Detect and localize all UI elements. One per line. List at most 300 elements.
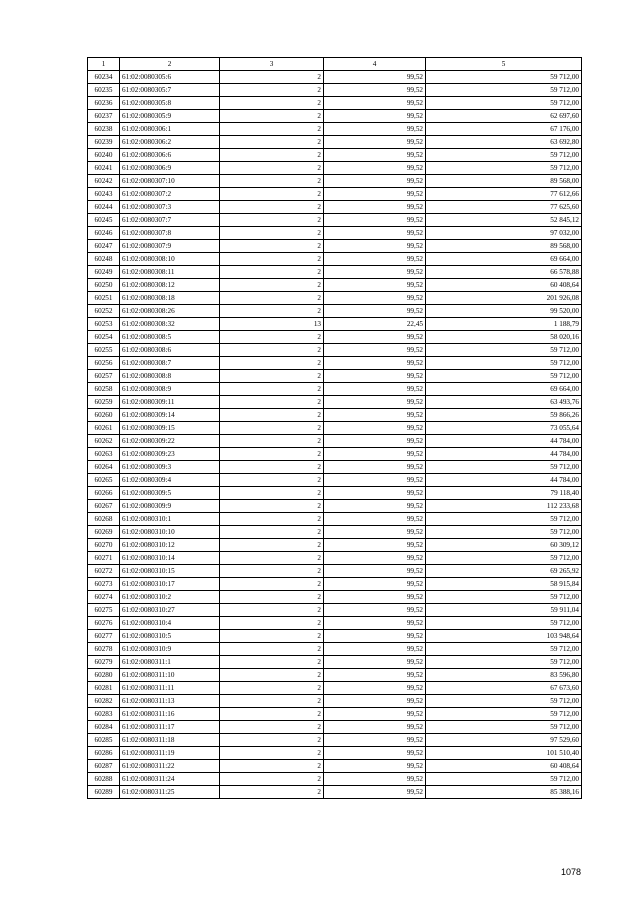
rate-cell: 99,52 <box>324 97 426 110</box>
cadastral-number-cell: 61:02:0080310:5 <box>120 630 220 643</box>
row-number-cell: 60260 <box>88 409 120 422</box>
row-number-cell: 60265 <box>88 474 120 487</box>
rate-cell: 99,52 <box>324 344 426 357</box>
category-cell: 2 <box>220 435 324 448</box>
category-cell: 2 <box>220 370 324 383</box>
rate-cell: 99,52 <box>324 227 426 240</box>
table-row <box>88 331 582 344</box>
category-cell: 2 <box>220 656 324 669</box>
rate-cell: 99,52 <box>324 201 426 214</box>
row-number-cell: 60268 <box>88 513 120 526</box>
cadastral-number-cell: 61:02:0080308:26 <box>120 305 220 318</box>
category-cell: 2 <box>220 578 324 591</box>
rate-cell: 99,52 <box>324 565 426 578</box>
cadastral-number-cell: 61:02:0080306:2 <box>120 136 220 149</box>
row-number-cell: 60244 <box>88 201 120 214</box>
row-number-cell: 60258 <box>88 383 120 396</box>
cadastral-number-cell: 61:02:0080309:5 <box>120 487 220 500</box>
table-row <box>88 747 582 760</box>
category-cell: 2 <box>220 175 324 188</box>
row-number-cell: 60277 <box>88 630 120 643</box>
row-number-cell: 60240 <box>88 149 120 162</box>
table-row <box>88 149 582 162</box>
rate-cell: 99,52 <box>324 253 426 266</box>
category-cell: 2 <box>220 188 324 201</box>
rate-cell: 22,45 <box>324 318 426 331</box>
row-number-cell: 60271 <box>88 552 120 565</box>
table-row <box>88 539 582 552</box>
category-cell: 2 <box>220 279 324 292</box>
table-row <box>88 84 582 97</box>
value-cell: 59 712,00 <box>426 695 582 708</box>
table-row <box>88 201 582 214</box>
rate-cell: 99,52 <box>324 773 426 786</box>
row-number-cell: 60288 <box>88 773 120 786</box>
cadastral-number-cell: 61:02:0080305:6 <box>120 71 220 84</box>
row-number-cell: 60243 <box>88 188 120 201</box>
value-cell: 97 529,60 <box>426 734 582 747</box>
value-cell: 99 520,00 <box>426 305 582 318</box>
rate-cell: 99,52 <box>324 409 426 422</box>
value-cell: 101 510,40 <box>426 747 582 760</box>
value-cell: 59 911,04 <box>426 604 582 617</box>
value-cell: 69 664,00 <box>426 253 582 266</box>
value-cell: 66 578,88 <box>426 266 582 279</box>
rate-cell: 99,52 <box>324 383 426 396</box>
table-row <box>88 448 582 461</box>
cadastral-number-cell: 61:02:0080308:10 <box>120 253 220 266</box>
category-cell: 2 <box>220 487 324 500</box>
table-header <box>88 58 582 71</box>
value-cell: 59 712,00 <box>426 656 582 669</box>
table-row <box>88 175 582 188</box>
value-cell: 201 926,08 <box>426 292 582 305</box>
cadastral-number-cell: 61:02:0080308:18 <box>120 292 220 305</box>
cadastral-number-cell: 61:02:0080308:6 <box>120 344 220 357</box>
rate-cell: 99,52 <box>324 786 426 799</box>
cadastral-number-cell: 61:02:0080310:27 <box>120 604 220 617</box>
rate-cell: 99,52 <box>324 695 426 708</box>
value-cell: 60 408,64 <box>426 279 582 292</box>
rate-cell: 99,52 <box>324 396 426 409</box>
value-cell: 77 612,66 <box>426 188 582 201</box>
table-row <box>88 396 582 409</box>
category-cell: 2 <box>220 591 324 604</box>
value-cell: 103 948,64 <box>426 630 582 643</box>
row-number-cell: 60256 <box>88 357 120 370</box>
cadastral-number-cell: 61:02:0080307:2 <box>120 188 220 201</box>
value-cell: 59 712,00 <box>426 71 582 84</box>
cadastral-number-cell: 61:02:0080307:9 <box>120 240 220 253</box>
cadastral-number-cell: 61:02:0080310:15 <box>120 565 220 578</box>
value-cell: 62 697,60 <box>426 110 582 123</box>
table-row <box>88 721 582 734</box>
rate-cell: 99,52 <box>324 448 426 461</box>
table-row <box>88 656 582 669</box>
table-row <box>88 526 582 539</box>
rate-cell: 99,52 <box>324 513 426 526</box>
value-cell: 69 265,92 <box>426 565 582 578</box>
rate-cell: 99,52 <box>324 240 426 253</box>
row-number-cell: 60264 <box>88 461 120 474</box>
value-cell: 73 055,64 <box>426 422 582 435</box>
rate-cell: 99,52 <box>324 435 426 448</box>
page-number: 1078 <box>561 867 582 877</box>
value-cell: 59 712,00 <box>426 591 582 604</box>
table-row <box>88 214 582 227</box>
rate-cell: 99,52 <box>324 188 426 201</box>
category-cell: 2 <box>220 344 324 357</box>
row-number-cell: 60286 <box>88 747 120 760</box>
row-number-cell: 60252 <box>88 305 120 318</box>
row-number-cell: 60236 <box>88 97 120 110</box>
cadastral-number-cell: 61:02:0080311:16 <box>120 708 220 721</box>
value-cell: 97 032,00 <box>426 227 582 240</box>
category-cell: 2 <box>220 526 324 539</box>
row-number-cell: 60250 <box>88 279 120 292</box>
rate-cell: 99,52 <box>324 214 426 227</box>
row-number-cell: 60267 <box>88 500 120 513</box>
row-number-cell: 60272 <box>88 565 120 578</box>
value-cell: 59 866,26 <box>426 409 582 422</box>
rate-cell: 99,52 <box>324 331 426 344</box>
value-cell: 85 388,16 <box>426 786 582 799</box>
row-number-cell: 60238 <box>88 123 120 136</box>
table-row <box>88 71 582 84</box>
value-cell: 59 712,00 <box>426 84 582 97</box>
table-row <box>88 565 582 578</box>
header-row <box>88 58 582 71</box>
rate-cell: 99,52 <box>324 292 426 305</box>
row-number-cell: 60259 <box>88 396 120 409</box>
rate-cell: 99,52 <box>324 162 426 175</box>
table-row <box>88 305 582 318</box>
category-cell: 2 <box>220 695 324 708</box>
table-row <box>88 669 582 682</box>
column-header: 5 <box>426 58 582 71</box>
cadastral-number-cell: 61:02:0080308:8 <box>120 370 220 383</box>
table-row <box>88 578 582 591</box>
table-row <box>88 461 582 474</box>
rate-cell: 99,52 <box>324 461 426 474</box>
value-cell: 59 712,00 <box>426 617 582 630</box>
category-cell: 2 <box>220 136 324 149</box>
cadastral-number-cell: 61:02:0080309:4 <box>120 474 220 487</box>
rate-cell: 99,52 <box>324 747 426 760</box>
rate-cell: 99,52 <box>324 708 426 721</box>
row-number-cell: 60263 <box>88 448 120 461</box>
row-number-cell: 60285 <box>88 734 120 747</box>
category-cell: 2 <box>220 747 324 760</box>
column-header: 4 <box>324 58 426 71</box>
row-number-cell: 60289 <box>88 786 120 799</box>
value-cell: 59 712,00 <box>426 97 582 110</box>
category-cell: 2 <box>220 461 324 474</box>
row-number-cell: 60261 <box>88 422 120 435</box>
rate-cell: 99,52 <box>324 175 426 188</box>
row-number-cell: 60237 <box>88 110 120 123</box>
value-cell: 58 915,84 <box>426 578 582 591</box>
column-header: 2 <box>120 58 220 71</box>
row-number-cell: 60253 <box>88 318 120 331</box>
value-cell: 59 712,00 <box>426 708 582 721</box>
table-row <box>88 409 582 422</box>
category-cell: 2 <box>220 708 324 721</box>
table-row <box>88 760 582 773</box>
cadastral-number-cell: 61:02:0080311:24 <box>120 773 220 786</box>
row-number-cell: 60269 <box>88 526 120 539</box>
row-number-cell: 60273 <box>88 578 120 591</box>
row-number-cell: 60245 <box>88 214 120 227</box>
table-row <box>88 292 582 305</box>
value-cell: 77 625,60 <box>426 201 582 214</box>
table-row <box>88 474 582 487</box>
row-number-cell: 60246 <box>88 227 120 240</box>
rate-cell: 99,52 <box>324 305 426 318</box>
cadastral-number-cell: 61:02:0080310:2 <box>120 591 220 604</box>
row-number-cell: 60242 <box>88 175 120 188</box>
rate-cell: 99,52 <box>324 526 426 539</box>
cadastral-number-cell: 61:02:0080309:9 <box>120 500 220 513</box>
rate-cell: 99,52 <box>324 123 426 136</box>
table-row <box>88 708 582 721</box>
value-cell: 59 712,00 <box>426 773 582 786</box>
table-row <box>88 604 582 617</box>
table-row <box>88 370 582 383</box>
category-cell: 2 <box>220 123 324 136</box>
row-number-cell: 60255 <box>88 344 120 357</box>
rate-cell: 99,52 <box>324 591 426 604</box>
column-header: 1 <box>88 58 120 71</box>
rate-cell: 99,52 <box>324 422 426 435</box>
rate-cell: 99,52 <box>324 357 426 370</box>
row-number-cell: 60251 <box>88 292 120 305</box>
row-number-cell: 60239 <box>88 136 120 149</box>
category-cell: 2 <box>220 734 324 747</box>
cadastral-number-cell: 61:02:0080311:11 <box>120 682 220 695</box>
row-number-cell: 60270 <box>88 539 120 552</box>
category-cell: 2 <box>220 240 324 253</box>
value-cell: 59 712,00 <box>426 357 582 370</box>
cadastral-number-cell: 61:02:0080305:8 <box>120 97 220 110</box>
cadastral-number-cell: 61:02:0080305:9 <box>120 110 220 123</box>
category-cell: 2 <box>220 305 324 318</box>
table-row <box>88 500 582 513</box>
row-number-cell: 60281 <box>88 682 120 695</box>
row-number-cell: 60262 <box>88 435 120 448</box>
table-row <box>88 682 582 695</box>
rate-cell: 99,52 <box>324 500 426 513</box>
value-cell: 83 596,80 <box>426 669 582 682</box>
cadastral-number-cell: 61:02:0080311:25 <box>120 786 220 799</box>
rate-cell: 99,52 <box>324 539 426 552</box>
row-number-cell: 60247 <box>88 240 120 253</box>
table-row <box>88 97 582 110</box>
table-row <box>88 110 582 123</box>
table-row <box>88 279 582 292</box>
category-cell: 2 <box>220 474 324 487</box>
cadastral-number-cell: 61:02:0080308:7 <box>120 357 220 370</box>
rate-cell: 99,52 <box>324 682 426 695</box>
rate-cell: 99,52 <box>324 734 426 747</box>
category-cell: 2 <box>220 630 324 643</box>
rate-cell: 99,52 <box>324 721 426 734</box>
table-row <box>88 734 582 747</box>
row-number-cell: 60276 <box>88 617 120 630</box>
row-number-cell: 60234 <box>88 71 120 84</box>
table-row <box>88 617 582 630</box>
row-number-cell: 60283 <box>88 708 120 721</box>
table-row <box>88 357 582 370</box>
rate-cell: 99,52 <box>324 552 426 565</box>
table-row <box>88 162 582 175</box>
value-cell: 44 784,00 <box>426 474 582 487</box>
value-cell: 59 712,00 <box>426 461 582 474</box>
category-cell: 2 <box>220 786 324 799</box>
table-row <box>88 591 582 604</box>
category-cell: 2 <box>220 500 324 513</box>
table-row <box>88 266 582 279</box>
row-number-cell: 60235 <box>88 84 120 97</box>
table-row <box>88 773 582 786</box>
row-number-cell: 60282 <box>88 695 120 708</box>
rate-cell: 99,52 <box>324 630 426 643</box>
row-number-cell: 60241 <box>88 162 120 175</box>
table-row <box>88 188 582 201</box>
value-cell: 44 784,00 <box>426 435 582 448</box>
rate-cell: 99,52 <box>324 487 426 500</box>
cadastral-number-cell: 61:02:0080310:10 <box>120 526 220 539</box>
category-cell: 2 <box>220 448 324 461</box>
rate-cell: 99,52 <box>324 84 426 97</box>
category-cell: 2 <box>220 331 324 344</box>
value-cell: 59 712,00 <box>426 162 582 175</box>
category-cell: 2 <box>220 357 324 370</box>
category-cell: 2 <box>220 396 324 409</box>
cadastral-number-cell: 61:02:0080309:23 <box>120 448 220 461</box>
rate-cell: 99,52 <box>324 370 426 383</box>
value-cell: 59 712,00 <box>426 552 582 565</box>
rate-cell: 99,52 <box>324 149 426 162</box>
cadastral-number-cell: 61:02:0080307:3 <box>120 201 220 214</box>
value-cell: 59 712,00 <box>426 643 582 656</box>
category-cell: 2 <box>220 409 324 422</box>
table-row <box>88 422 582 435</box>
category-cell: 2 <box>220 773 324 786</box>
category-cell: 2 <box>220 643 324 656</box>
cadastral-number-cell: 61:02:0080309:11 <box>120 396 220 409</box>
value-cell: 59 712,00 <box>426 370 582 383</box>
table-row <box>88 695 582 708</box>
row-number-cell: 60249 <box>88 266 120 279</box>
value-cell: 59 712,00 <box>426 344 582 357</box>
category-cell: 2 <box>220 669 324 682</box>
category-cell: 2 <box>220 84 324 97</box>
table-row <box>88 643 582 656</box>
rate-cell: 99,52 <box>324 643 426 656</box>
rate-cell: 99,52 <box>324 656 426 669</box>
cadastral-number-cell: 61:02:0080311:13 <box>120 695 220 708</box>
value-cell: 63 493,76 <box>426 396 582 409</box>
table-row <box>88 383 582 396</box>
table-row <box>88 123 582 136</box>
cadastral-number-cell: 61:02:0080311:18 <box>120 734 220 747</box>
row-number-cell: 60274 <box>88 591 120 604</box>
value-cell: 69 664,00 <box>426 383 582 396</box>
rate-cell: 99,52 <box>324 578 426 591</box>
rate-cell: 99,52 <box>324 669 426 682</box>
cadastral-number-cell: 61:02:0080307:8 <box>120 227 220 240</box>
cadastral-number-cell: 61:02:0080310:9 <box>120 643 220 656</box>
value-cell: 89 568,00 <box>426 175 582 188</box>
value-cell: 58 020,16 <box>426 331 582 344</box>
rate-cell: 99,52 <box>324 760 426 773</box>
cadastral-number-cell: 61:02:0080311:10 <box>120 669 220 682</box>
row-number-cell: 60280 <box>88 669 120 682</box>
cadastral-number-cell: 61:02:0080307:10 <box>120 175 220 188</box>
table-row <box>88 435 582 448</box>
row-number-cell: 60279 <box>88 656 120 669</box>
rate-cell: 99,52 <box>324 136 426 149</box>
value-cell: 44 784,00 <box>426 448 582 461</box>
value-cell: 79 118,40 <box>426 487 582 500</box>
category-cell: 2 <box>220 617 324 630</box>
cadastral-number-cell: 61:02:0080310:12 <box>120 539 220 552</box>
category-cell: 2 <box>220 539 324 552</box>
table-row <box>88 344 582 357</box>
rate-cell: 99,52 <box>324 110 426 123</box>
row-number-cell: 60284 <box>88 721 120 734</box>
cadastral-number-cell: 61:02:0080306:6 <box>120 149 220 162</box>
row-number-cell: 60257 <box>88 370 120 383</box>
value-cell: 52 845,12 <box>426 214 582 227</box>
cadastral-number-cell: 61:02:0080308:5 <box>120 331 220 344</box>
value-cell: 60 408,64 <box>426 760 582 773</box>
rate-cell: 99,52 <box>324 266 426 279</box>
category-cell: 2 <box>220 214 324 227</box>
cadastral-number-cell: 61:02:0080309:22 <box>120 435 220 448</box>
row-number-cell: 60248 <box>88 253 120 266</box>
rate-cell: 99,52 <box>324 71 426 84</box>
data-table <box>87 57 582 799</box>
category-cell: 2 <box>220 422 324 435</box>
row-number-cell: 60275 <box>88 604 120 617</box>
value-cell: 59 712,00 <box>426 721 582 734</box>
row-number-cell: 60254 <box>88 331 120 344</box>
table-row <box>88 136 582 149</box>
value-cell: 59 712,00 <box>426 513 582 526</box>
category-cell: 2 <box>220 682 324 695</box>
cadastral-number-cell: 61:02:0080309:14 <box>120 409 220 422</box>
row-number-cell: 60278 <box>88 643 120 656</box>
table-row <box>88 487 582 500</box>
cadastral-number-cell: 61:02:0080307:7 <box>120 214 220 227</box>
cadastral-number-cell: 61:02:0080308:32 <box>120 318 220 331</box>
category-cell: 2 <box>220 513 324 526</box>
table-row <box>88 253 582 266</box>
value-cell: 63 692,80 <box>426 136 582 149</box>
row-number-cell: 60287 <box>88 760 120 773</box>
category-cell: 2 <box>220 552 324 565</box>
category-cell: 2 <box>220 227 324 240</box>
value-cell: 60 309,12 <box>426 539 582 552</box>
cadastral-number-cell: 61:02:0080306:1 <box>120 123 220 136</box>
value-cell: 59 712,00 <box>426 526 582 539</box>
category-cell: 2 <box>220 162 324 175</box>
category-cell: 2 <box>220 760 324 773</box>
category-cell: 2 <box>220 721 324 734</box>
value-cell: 1 188,79 <box>426 318 582 331</box>
